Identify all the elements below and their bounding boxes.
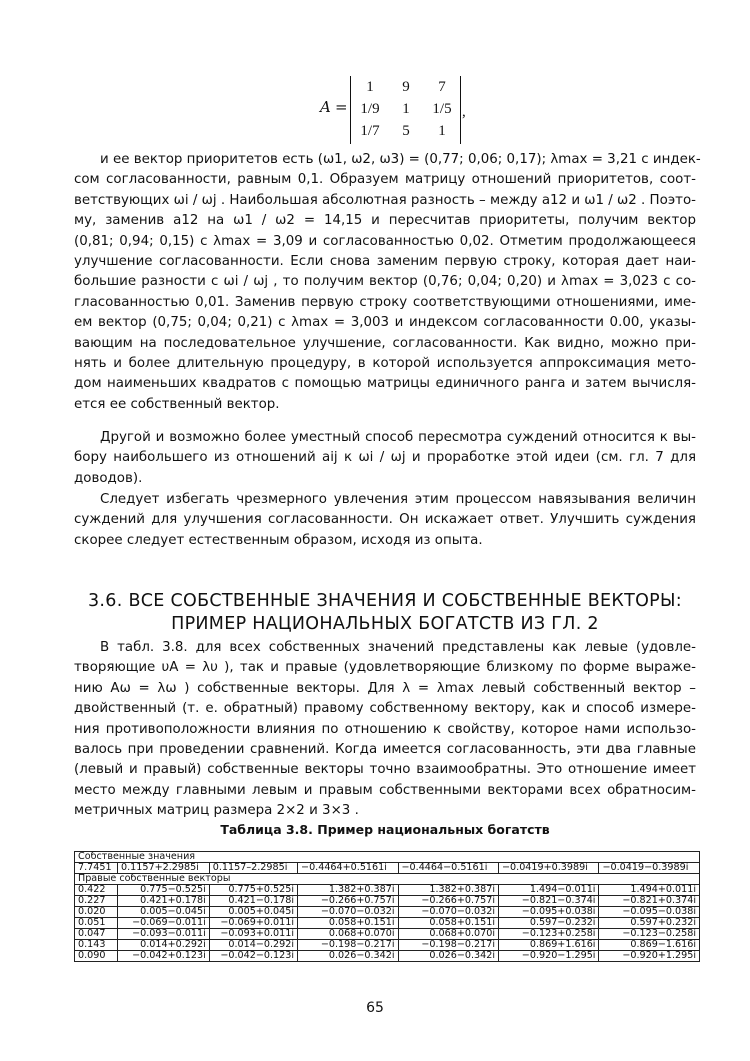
paragraph-warning (74, 490, 696, 551)
text-line: (левый и правый) собственные векторы точно взаимообратны. Это отношение имеет (74, 762, 696, 778)
text-line: гласованностью 0,01. Заменив первую строку соответствующими отношениями, име- (74, 294, 696, 310)
text-line: В табл. 3.8. для всех собственных значений представлены как левые (удовле- (100, 640, 696, 655)
text-line: место между главными левым и правым собственными векторами всех обратносим- (74, 782, 696, 798)
text-line: ется ее собственный вектор. (74, 396, 280, 412)
table-cell: 0.005+0.045i (209, 907, 297, 918)
page-number: 65 (366, 1000, 384, 1016)
table-row (75, 852, 700, 863)
right-vectors-header: Правые собственные векторы (75, 874, 700, 885)
table-cell: 0.597+0.232i (599, 918, 700, 929)
text-line: сом согласованности, равным 0,1. Образуем матрицу отношений приоритетов, соот- (74, 172, 696, 188)
matrix-comma: , (462, 104, 466, 120)
table-cell: −0.123−0.258i (599, 929, 700, 940)
table-cell: −0.070−0.032i (298, 907, 398, 918)
table-cell: −0.198−0.217i (398, 940, 498, 951)
text-line: вающим на последовательное улучшение, согласованности. Как видно, можно при- (74, 335, 696, 351)
table-row (75, 863, 700, 874)
table-cell: −0.070−0.032i (398, 907, 498, 918)
table-caption: Таблица 3.8. Пример национальных богатств (220, 822, 550, 837)
table-cell: −0.4464−0.5161i (398, 863, 498, 874)
matrix-cell: 9 (402, 78, 410, 95)
heading-line: ПРИМЕР НАЦИОНАЛЬНЫХ БОГАТСТВ ИЗ ГЛ. 2 (171, 614, 599, 634)
table-cell: 0.014+0.292i (118, 940, 210, 951)
text-line: ния противоположности влияния по отношению к свойству, которое нами использо- (74, 721, 696, 737)
text-line: му, заменив a12 на ω1 / ω2 = 14,15 и пересчитав приоритеты, получим вектор (74, 213, 696, 229)
table-cell: 0.143 (75, 940, 118, 951)
table-cell: 7.7451 (75, 863, 118, 874)
matrix-label: A (320, 98, 331, 116)
table-cell: −0.123+0.258i (499, 929, 599, 940)
table-row (75, 896, 700, 907)
table-cell: 0.051 (75, 918, 118, 929)
eigen-table (74, 851, 700, 962)
text-line: ветствующих ωi / ωj . Наибольшая абсолютная разность – между a12 и ω1 / ω2 . Поэто- (74, 192, 696, 208)
text-line: и ее вектор приоритетов есть (ω1, ω2, ω3) = (0,77; 0,06; 0,17); λmax = 3,21 с индек- (100, 152, 701, 167)
matrix-cell: 7 (438, 78, 446, 95)
table-cell: 1.382+0.387i (398, 885, 498, 896)
table-cell: −0.198−0.217i (298, 940, 398, 951)
table-cell: −0.095−0.038i (599, 907, 700, 918)
table-cell: −0.095+0.038i (499, 907, 599, 918)
table-cell: 0.090 (75, 951, 118, 962)
paragraph-eigenvectors (74, 638, 696, 822)
text-line: (0,81; 0,94; 0,15) с λmax = 3,09 и согласованностью 0,02. Отметим продолжающееся (74, 233, 696, 249)
matrix-cell: 1/9 (360, 100, 380, 117)
table-row (75, 951, 700, 962)
heading-line: 3.6. ВСЕ СОБСТВЕННЫЕ ЗНАЧЕНИЯ И СОБСТВЕННЫЕ ВЕКТОРЫ: (88, 591, 682, 611)
table-cell: 0.020 (75, 907, 118, 918)
table-cell: 0.869−1.616i (599, 940, 700, 951)
matrix-cell: 1/5 (432, 100, 452, 117)
eigenvalues-header: Собственные значения (75, 852, 700, 863)
paragraph-alternative (74, 428, 696, 489)
text-line: двойственный (т. е. обратный) правому собственному вектору, как и способ измере- (74, 701, 696, 717)
matrix-a (320, 72, 470, 148)
text-line: Следует избегать чрезмерного увлечения этим процессом навязывания величин (100, 492, 696, 507)
text-line: большие разности с ωi / ωj , то получим вектор (0,76; 0,04; 0,20) и λmax = 3,023 с со- (74, 274, 696, 290)
matrix-right-bar (460, 76, 461, 144)
matrix-cell: 1/7 (360, 122, 380, 139)
matrix-cell: 1 (438, 122, 446, 139)
paragraph-priorities (74, 150, 701, 415)
table-cell: −0.0419+0.3989i (499, 863, 599, 874)
table-cell: −0.821+0.374i (599, 896, 700, 907)
table-cell: 0.058+0.151i (398, 918, 498, 929)
table-cell: 0.026−0.342i (298, 951, 398, 962)
matrix-cell: 5 (402, 122, 410, 139)
table-cell: 0.1157–2.2985i (209, 863, 297, 874)
text-line: улучшение согласованности. Если снова заменим первую строку, которая дает наи- (74, 254, 696, 270)
table-cell: 0.005−0.045i (118, 907, 210, 918)
table-cell: −0.266+0.757i (298, 896, 398, 907)
matrix-cell: 1 (366, 78, 374, 95)
table-cell: −0.266+0.757i (398, 896, 498, 907)
table-cell: 0.058+0.151i (298, 918, 398, 929)
table-cell: −0.042+0.123i (118, 951, 210, 962)
matrix-grid (352, 76, 460, 144)
table-cell: −0.920+1.295i (599, 951, 700, 962)
table-cell: 1.382+0.387i (298, 885, 398, 896)
text-line: ем вектор (0,75; 0,04; 0,21) с λmax = 3,003 и индексом согласованности 0.00, указы- (74, 315, 696, 331)
text-line: творяющие υA = λυ ), так и правые (удовлетворяющие близкому по форме выраже- (74, 660, 696, 676)
table-cell: 0.068+0.070i (398, 929, 498, 940)
table-cell: 0.026−0.342i (398, 951, 498, 962)
table-cell: 0.422 (75, 885, 118, 896)
text-line: скорее следует естественным образом, исходя из опыта. (74, 532, 483, 548)
table-row (75, 907, 700, 918)
table-cell: −0.069+0.011i (209, 918, 297, 929)
table-cell: 1.494−0.011i (499, 885, 599, 896)
table-cell: −0.920−1.295i (499, 951, 599, 962)
table-row (75, 940, 700, 951)
matrix-cell: 1 (402, 100, 410, 117)
table-cell: 0.047 (75, 929, 118, 940)
text-line: Другой и возможно более уместный способ пересмотра суждений относится к вы- (100, 430, 696, 445)
table-cell: 0.421+0.178i (118, 896, 210, 907)
text-line: валось при проведении сравнений. Когда имеется согласованность, эти два главные (74, 742, 696, 758)
table-cell: 0.421−0.178i (209, 896, 297, 907)
text-line: бору наибольшего из отношений aij к ωi / ωj и проработке этой идеи (см. гл. 7 для (74, 450, 696, 466)
equals-sign: = (335, 98, 348, 116)
table-row (75, 918, 700, 929)
table-cell: 0.1157+2.2985i (118, 863, 210, 874)
table-cell: 0.227 (75, 896, 118, 907)
table-cell: 0.775−0.525i (118, 885, 210, 896)
table-cell: 0.014−0.292i (209, 940, 297, 951)
table-cell: 0.869+1.616i (499, 940, 599, 951)
table-cell: −0.069−0.011i (118, 918, 210, 929)
section-heading (74, 590, 696, 636)
table-cell: 0.068+0.070i (298, 929, 398, 940)
table-cell: −0.821−0.374i (499, 896, 599, 907)
matrix-left-bar (350, 76, 351, 144)
table-cell: −0.042−0.123i (209, 951, 297, 962)
table-cell: −0.093+0.011i (209, 929, 297, 940)
table-row (75, 874, 700, 885)
table-cell: −0.093−0.011i (118, 929, 210, 940)
text-line: нию Aω = λω ) собственные векторы. Для λ = λmax левый собственный вектор – (74, 680, 696, 696)
text-line: суждений для улучшения согласованности. Он искажает ответ. Улучшить суждения (74, 512, 696, 528)
table-cell: −0.0419−0.3989i (599, 863, 700, 874)
text-line: нять и более длительную процедуру, в которой используется аппроксимация мето- (74, 356, 696, 372)
table-row (75, 929, 700, 940)
text-line: доводов). (74, 470, 143, 486)
table-row (75, 885, 700, 896)
text-line: дом наименьших квадратов с помощью матрицы единичного ранга и затем вычисля- (74, 376, 696, 392)
text-line: метричных матриц размера 2×2 и 3×3 . (74, 803, 359, 819)
table-cell: −0.4464+0.5161i (298, 863, 398, 874)
table-cell: 0.597−0.232i (499, 918, 599, 929)
table-cell: 0.775+0.525i (209, 885, 297, 896)
table-cell: 1.494+0.011i (599, 885, 700, 896)
